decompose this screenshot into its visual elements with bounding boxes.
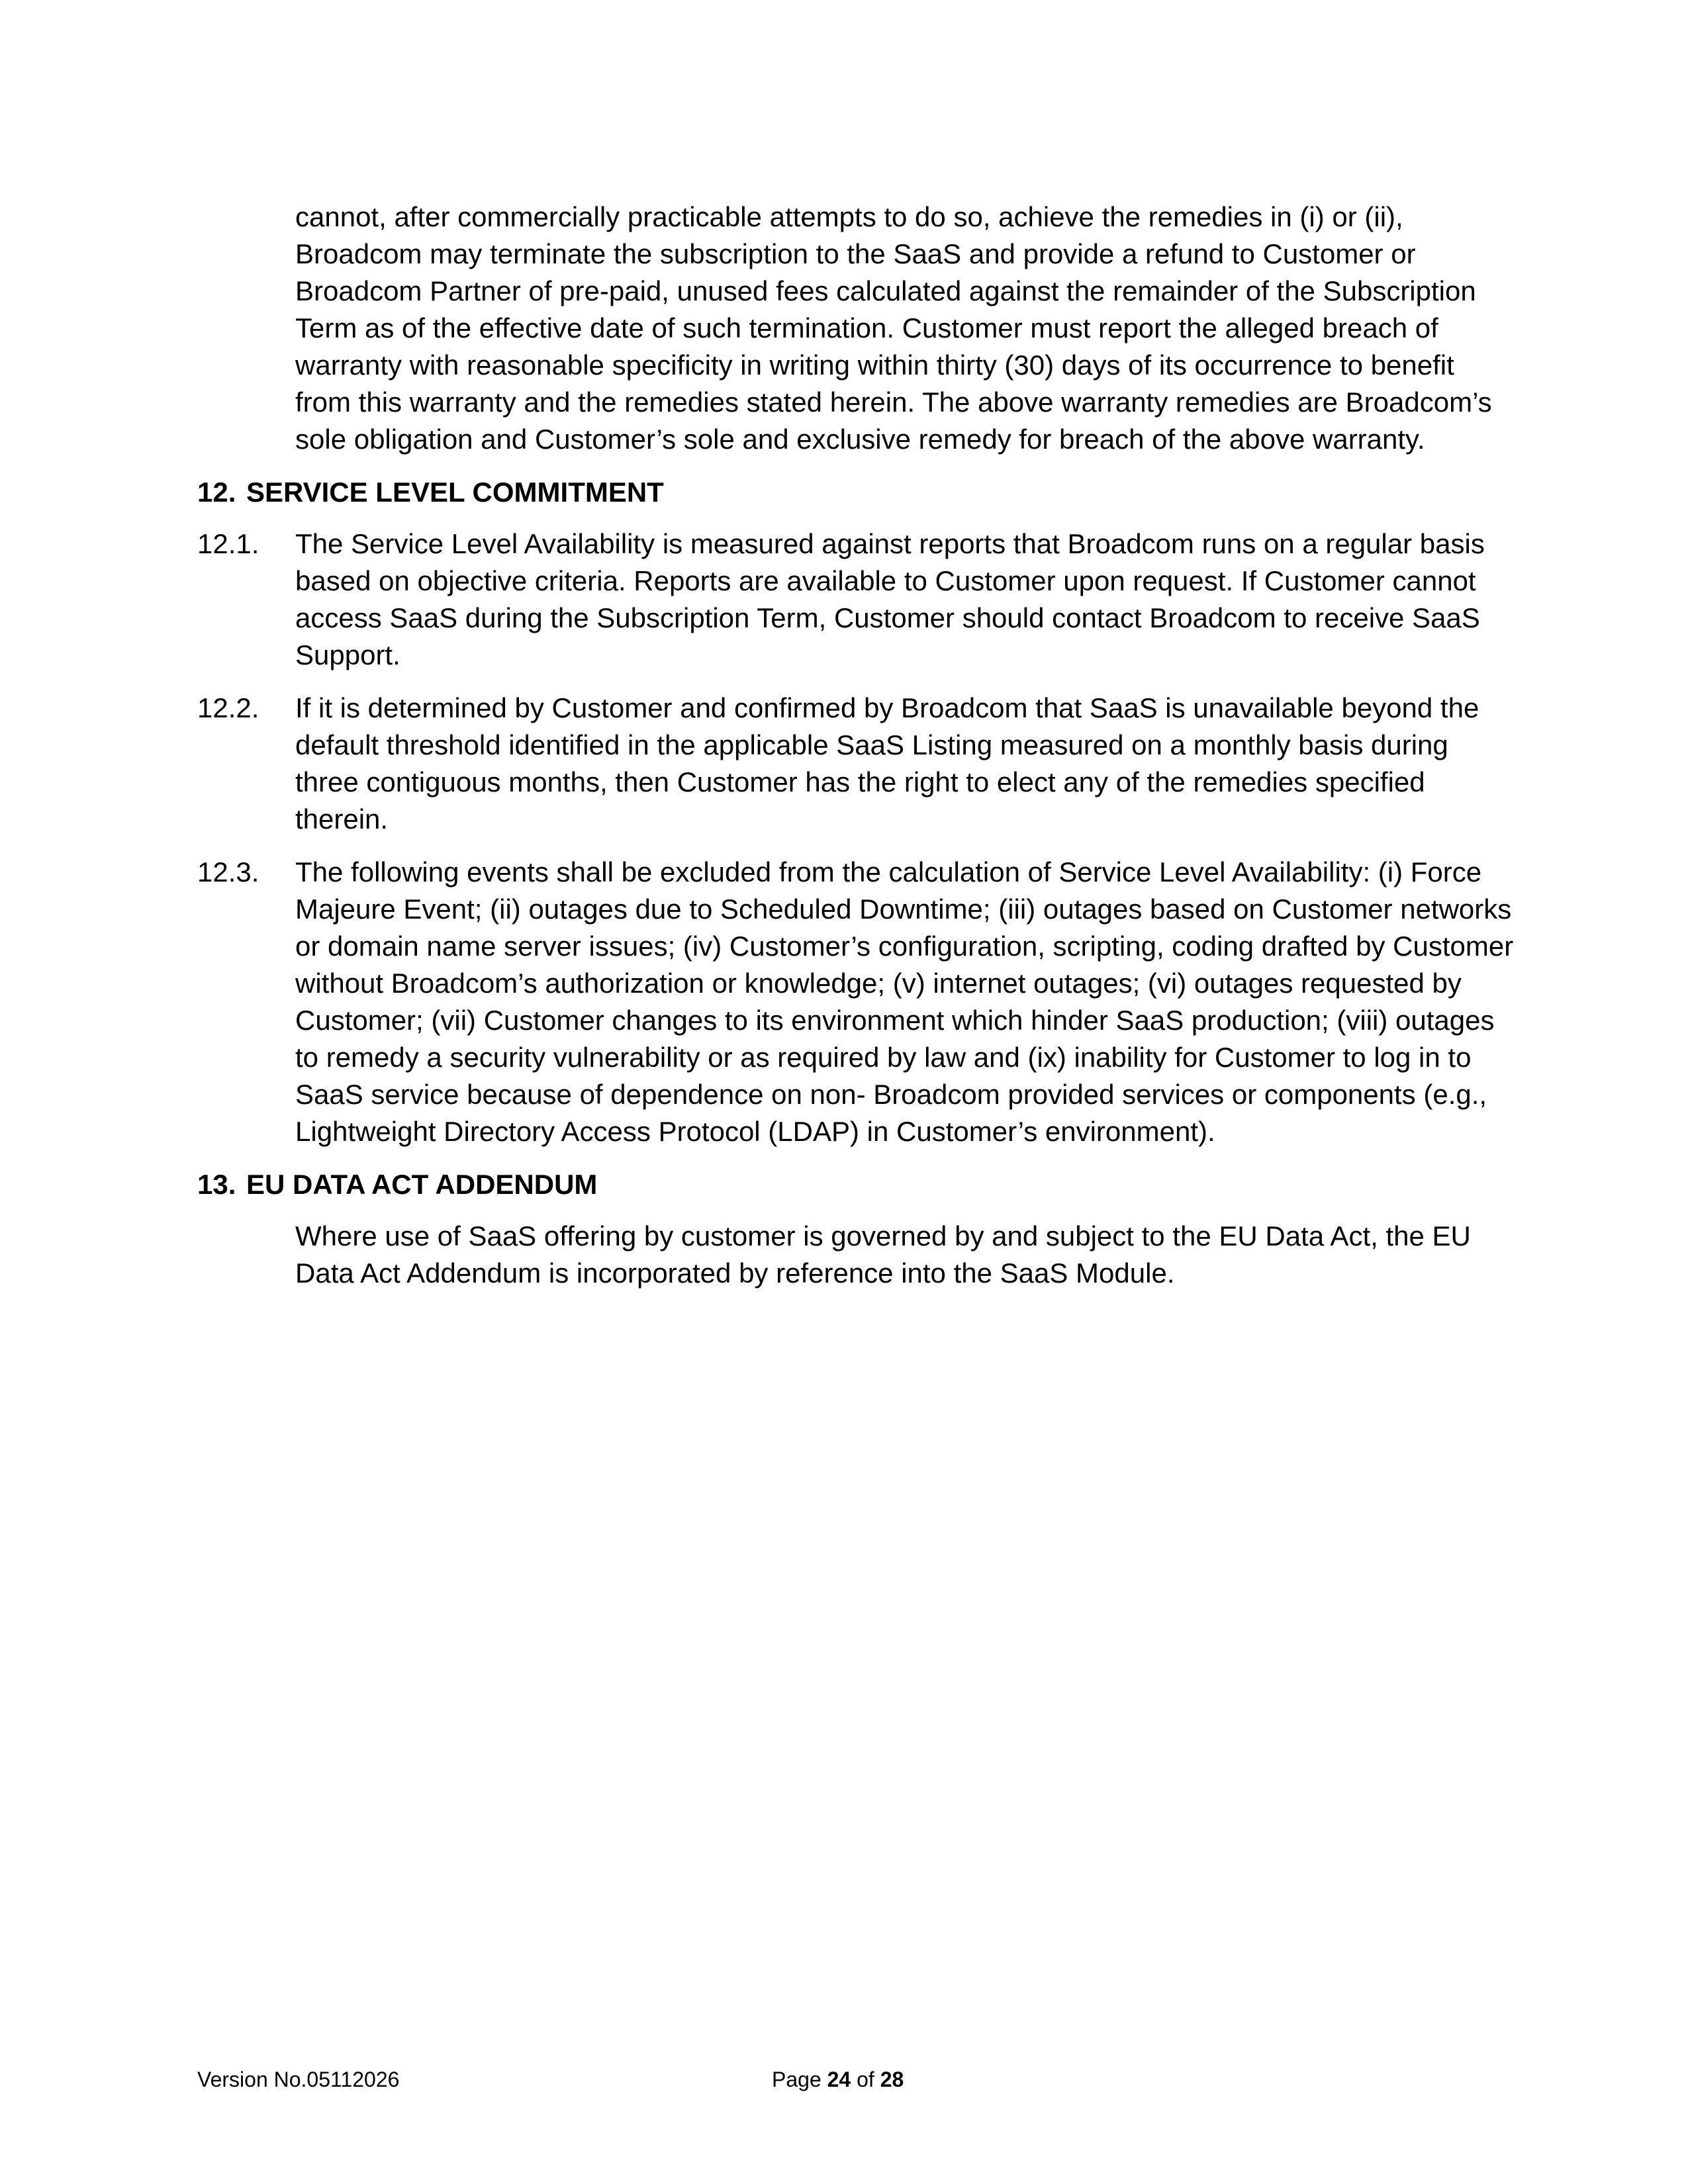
- clause-text: The Service Level Availability is measured against reports that Broadcom runs on a regular basis based on objective criteria. Reports are available to Customer upon request. If Customer cannot access SaaS during the Subscription Term, Customer should contact Broadcom to receive SaaS Support.: [295, 528, 1485, 670]
- document-body: [197, 199, 1515, 1308]
- section-heading-12: [197, 474, 1515, 511]
- clause-text: If it is determined by Customer and confirmed by Broadcom that SaaS is unavailable beyond the default threshold identified in the applicable SaaS Listing measured on a monthly basis during three contiguous months, then Customer has the right to elect any of the remedies specified therein.: [295, 692, 1479, 835]
- clause-number: 12.3.: [197, 856, 259, 887]
- page-label: Page: [772, 2068, 821, 2091]
- section-number: 13.: [197, 1169, 236, 1200]
- clause-12-1: [197, 525, 1515, 674]
- clause-text: The following events shall be excluded from the calculation of Service Level Availability: (i) Force Majeure Event; (ii) outages due to Scheduled Downtime; (iii) outages based on Customer networks or domain name server issues; (iv) Customer’s configuration, scripting, coding drafted by Customer without Broadcom’s authorization or knowledge; (v) internet outages; (vi) outages requested by Customer; (vii) Customer changes to its environment which hinder SaaS production; (viii) outages to remedy a security vulnerability or as required by law and (ix) inability for Customer to log in to SaaS service because of dependence on non- Broadcom provided services or components (e.g., Lightweight Directory Access Protocol (LDAP) in Customer’s environment).: [295, 856, 1514, 1147]
- clause-12-3: [197, 854, 1515, 1150]
- section-title: EU DATA ACT ADDENDUM: [246, 1169, 598, 1200]
- clause-number: 12.1.: [197, 528, 259, 559]
- section-heading-13: [197, 1166, 1515, 1203]
- section-13-paragraph: Where use of SaaS offering by customer is governed by and subject to the EU Data Act, the EU Data Act Addendum is incorporated by reference into the SaaS Module.: [295, 1220, 1471, 1289]
- page-of: of: [857, 2068, 874, 2091]
- page-current: 24: [827, 2068, 851, 2091]
- page-total: 28: [880, 2068, 904, 2091]
- section-number: 12.: [197, 477, 236, 508]
- clause-number: 12.2.: [197, 692, 259, 723]
- footer-version: Version No.05112026: [197, 2068, 400, 2091]
- footer-page-number: [772, 2066, 904, 2093]
- intro-paragraph: cannot, after commercially practicable attempts to do so, achieve the remedies in (i) or (ii), Broadcom may terminate the subscription to the SaaS and provide a refund to Customer or Broadcom Partner of pre-paid, unused fees calculated against the remainder of the Subscription Term as of the effective date of such termination. Customer must report the alleged breach of warranty with reasonable specificity in writing within thirty (30) days of its occurrence to benefit from this warranty and the remedies stated herein. The above warranty remedies are Broadcom’s sole obligation and Customer’s sole and exclusive remedy for breach of the above warranty.: [295, 201, 1492, 455]
- section-title: SERVICE LEVEL COMMITMENT: [246, 477, 664, 508]
- clause-12-2: [197, 690, 1515, 838]
